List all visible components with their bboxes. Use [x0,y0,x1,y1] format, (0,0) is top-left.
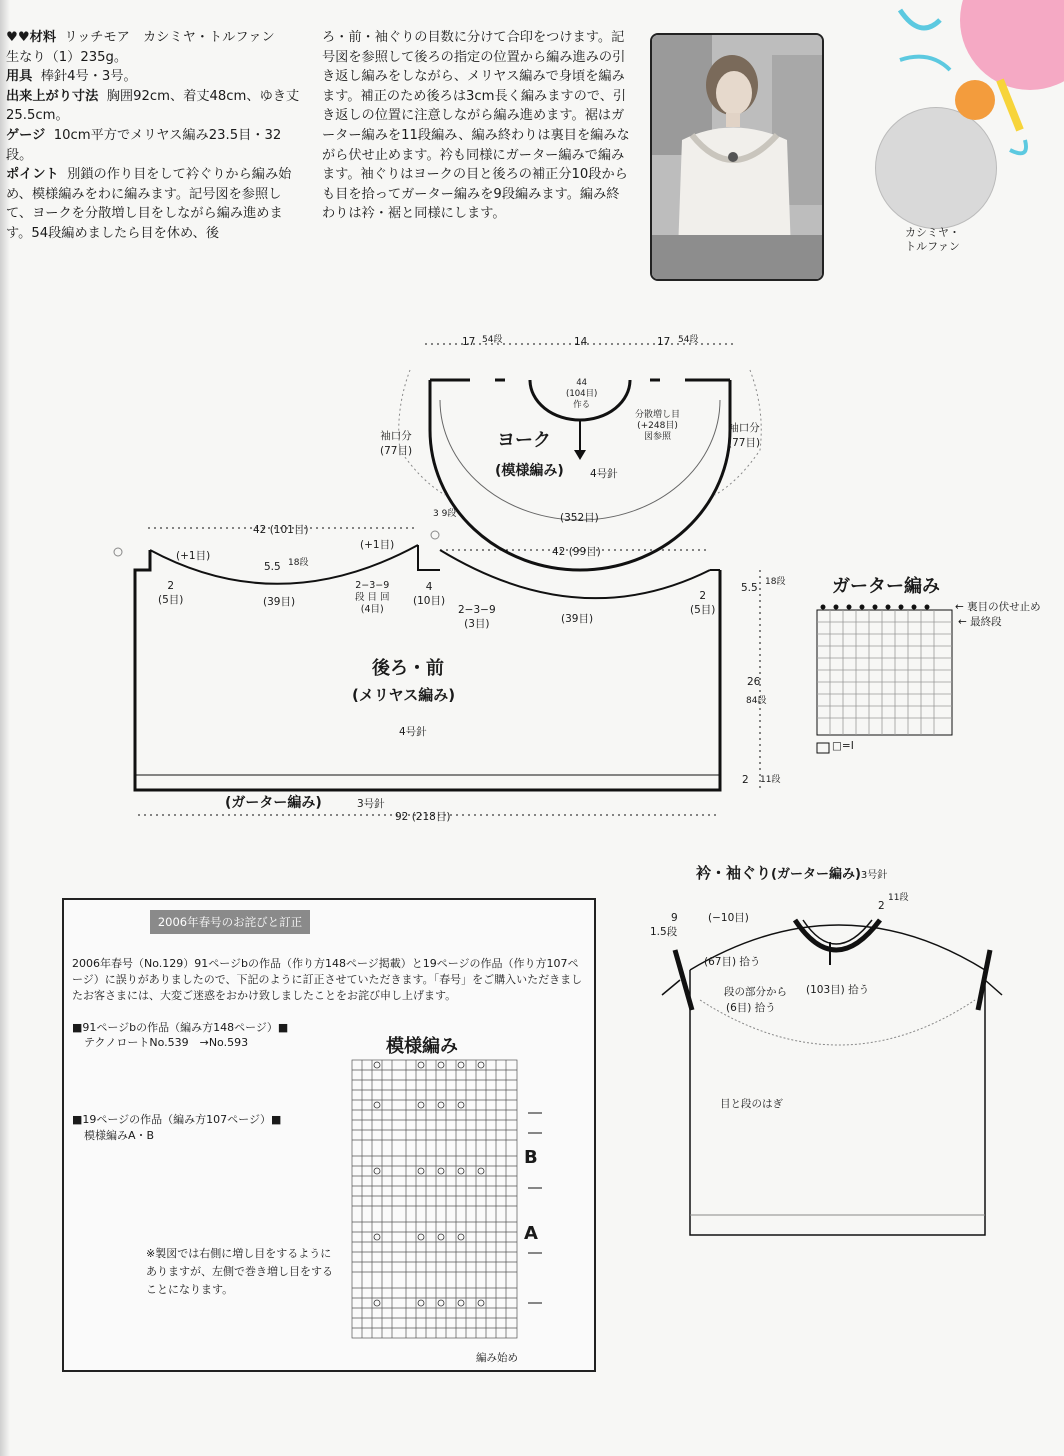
yoke-neck-2: (104目) [566,389,598,399]
materials-text: リッチモア カシミヤ・トルファン 生なり（1）235g。 [6,30,288,65]
body-top3: 3 [433,509,439,519]
yoke-title: ヨーク [497,430,551,451]
garter-chart-grid [817,610,952,735]
yoke-increase-2: (+248目) [637,421,678,431]
body-right5: (5目) [690,604,716,616]
pattern-chart [350,1058,550,1348]
decoration-stroke-4 [1010,140,1026,153]
body-r2: 2 [742,774,749,786]
body-c39a: (39目) [263,596,296,608]
collar-d2: 1.5段 [650,926,678,938]
body-plus1-right: (+1目) [360,539,395,551]
collar-d3: 2 [878,900,885,912]
body-total-width: 92 (218目) [395,811,451,823]
yoke-left-sleeve [380,428,412,458]
body-c4: (4目) [360,604,384,615]
yoke-neck-label [566,378,597,411]
collar-title-row [696,862,887,883]
yoke-right-sleeve-count: (77目) [728,437,761,449]
right-arrow [985,980,1002,995]
collar-title: 衿・袖ぐり [696,864,772,882]
point-label: ポイント [6,167,59,183]
collar-c5: (103目) 拾う [806,984,870,996]
col2-text: ろ・前・袖ぐりの目数に分けて合印をつけます。記号図を参照して後ろの指定の位置から編み進みの引き返し編みをしながら、メリヤス編みで身頃を編みます。補正のため後ろは3cm長く編みますので、引き返しの位置に注意しながら編み進めます。裾はガーター編みを11段編み、編み終わりは裏目を編みながら伏せ止めます。衿も同様にガーター編みで編みます。袖ぐりはヨークの目と後ろの補正分10段からも目を拾ってガーター編みを9段編みます。編み終わりは衿・裾と同様にします。 [322,30,630,222]
body-r18: 18段 [765,577,786,587]
body-short-row [355,580,390,616]
notice-head: 2006年春号のお詫びと訂正 [150,910,310,934]
collar-d1: 9 [671,912,678,924]
body-c4b: 4 [425,581,433,593]
notice-note: ※製図では右側に増し目をするようにありますが、左側で巻き増し目をすることになります。 [146,1247,333,1296]
collar-c3: 段の部分から [724,986,787,998]
body-c10: (10目) [413,595,446,607]
yoke-needle: 4号針 [590,468,618,480]
body-hem-needle: 3号針 [357,798,385,810]
garter-chart [817,605,952,736]
body-hem-label: (ガーター編み) [225,795,322,811]
body-plus1-left: (+1目) [176,550,211,562]
notice-item1: ■91ページbの作品（編み方148ページ）■ [72,1021,289,1034]
yoke-increase-1: 分散増し目 [635,410,681,420]
pattern-label-b: B [524,1147,538,1168]
body-c3: (3目) [464,618,490,630]
materials-label: ♥♥材料 [6,30,57,45]
body-right-short-row [458,604,496,631]
body-right-short [690,590,715,617]
yoke-left-sleeve-count: (77目) [380,445,413,457]
yoke-pattern: (模様編み) [495,463,564,479]
collar-c1: (−10目) [708,912,749,924]
garter-title: ガーター編み [832,576,940,597]
body-left-short [158,580,183,607]
body-center-dims [413,581,445,608]
left-arrow [662,980,680,995]
garter-note2: ← 最終段 [958,616,1002,628]
body-needle: 4号針 [399,726,427,738]
gauge-label: ゲージ [6,127,46,143]
garter-note1: ← 裏目の伏せ止め [955,601,1041,613]
swatch-label [905,226,960,254]
swatch-label-line1: カシミヤ・ [905,226,960,239]
size-label: 出来上がり寸法 [6,88,99,104]
body-right-width: 42 (99目) [552,546,601,558]
body-short-row-2: 段 目 回 [355,592,390,603]
model-photo-illustration [652,35,822,279]
notice-body: 2006年春号（No.129）91ページbの作品（作り方148ページ掲載）と19ページの作品（作り方107ページ）に誤りがありましたので、下記のように訂正させていただきます。「春号」をご購入いただきましたお客さまには、大変ご迷惑をおかけ致しましたことをお詫び申し上げます。 [72,957,583,1002]
collar-c6: 目と段のはぎ [720,1098,783,1110]
yoke-increase-label [635,410,680,443]
tools-text: 棒針4号・3号。 [40,69,137,85]
yoke-right-sleeve-label: 袖口分 [728,422,760,434]
body-h55: 5.5 [264,561,281,573]
tools-line [6,67,300,87]
body-top9: 9段 [441,509,457,519]
marker-center [431,531,439,539]
decoration-stroke-2 [900,57,950,70]
body-r26: 26 [747,676,761,688]
body-r55: 5.5 [741,582,758,594]
yoke-arrow-head [574,450,586,460]
body-c39b: (39目) [561,613,594,625]
yoke-left-sleeve-label: 袖口分 [380,430,412,442]
size-line [6,87,300,126]
point-line [6,165,300,243]
body-right2: 2 [699,590,707,602]
model-photo [650,33,824,281]
yoke-neck-3: 作る [573,400,591,410]
collar-needle: 3号針 [860,870,888,881]
collar-c4: (6目) 拾う [726,1002,776,1014]
notice-item2: ■19ページの作品（編み方107ページ）■ [72,1113,282,1126]
body-sr2: 2−3−9 [458,604,496,616]
yoke-dim-5: 54段 [678,335,699,345]
garter-chart-bindoff-dots [821,605,930,610]
yoke-right-sleeve [728,420,760,450]
notice-item2a: 模様編みA・B [84,1129,155,1142]
collar-c2: (67目) 拾う [704,956,761,968]
yoke-dim-2: 54段 [482,335,503,345]
body-center-step [418,545,440,570]
size-text: 胸囲92cm、着丈48cm、ゆき丈25.5cm。 [6,88,300,124]
yoke-dim-1: 17 [462,336,476,348]
body-short-row-1: 2−3−9 [355,580,390,591]
garter-chart-frame [817,610,952,735]
notice-item1a: テクノロートNo.539 →No.593 [84,1036,249,1049]
yoke-dim-3: 14 [574,336,588,348]
gauge-text: 10cm平方でメリヤス編み23.5目・32段。 [6,127,282,163]
garter-legend-box [817,743,829,753]
instructions-column-1 [6,28,300,244]
pattern-chart-symbols [374,1062,484,1306]
decoration-stroke-1 [900,10,940,28]
body-left-short-1: 2 [167,580,175,592]
tools-label: 用具 [6,69,33,85]
yoke-dim-4: 17 [657,336,671,348]
point-text: 別鎖の作り目をして衿ぐりから編み始め、模様編みをわに編みます。記号図を参照して、ヨークを分散増し目をしながら編み進めます。54段編めましたら目を休め、後 [6,167,292,241]
pattern-label-a: A [524,1223,538,1244]
yoke-bottom-count: (352目) [560,512,599,524]
decoration-circle-pink [960,0,1064,90]
decoration-circle-orange [955,80,995,120]
collar-pattern: (ガーター編み) [771,867,861,882]
collar-d4: 11段 [888,893,909,903]
corner-decoration [880,0,1064,170]
right-armband [978,950,990,1010]
body-r11: 11段 [760,775,781,785]
swatch-label-line2: トルファン [905,240,960,253]
collar-schematic [640,890,1040,1250]
body-h18: 18段 [288,558,309,568]
gauge-line [6,126,300,165]
body-top-dims [433,509,456,519]
yoke-neck-1: 44 [576,378,588,388]
body-pattern: (メリヤス編み) [352,686,456,704]
yoke-increase-3: 図参照 [644,432,672,442]
pattern-chart-title: 模様編み [386,1036,458,1057]
marker-left [114,548,122,556]
materials-line [6,28,300,67]
instructions-column-2 [322,28,632,224]
body-left-short-2: (5目) [158,594,184,606]
body-r84: 84段 [746,696,767,706]
pattern-start: 編み始め [476,1352,518,1364]
body-left-width: 42 (101目) [253,524,309,536]
garter-legend: □=Ⅰ [832,740,854,752]
body-title: 後ろ・前 [372,658,444,679]
